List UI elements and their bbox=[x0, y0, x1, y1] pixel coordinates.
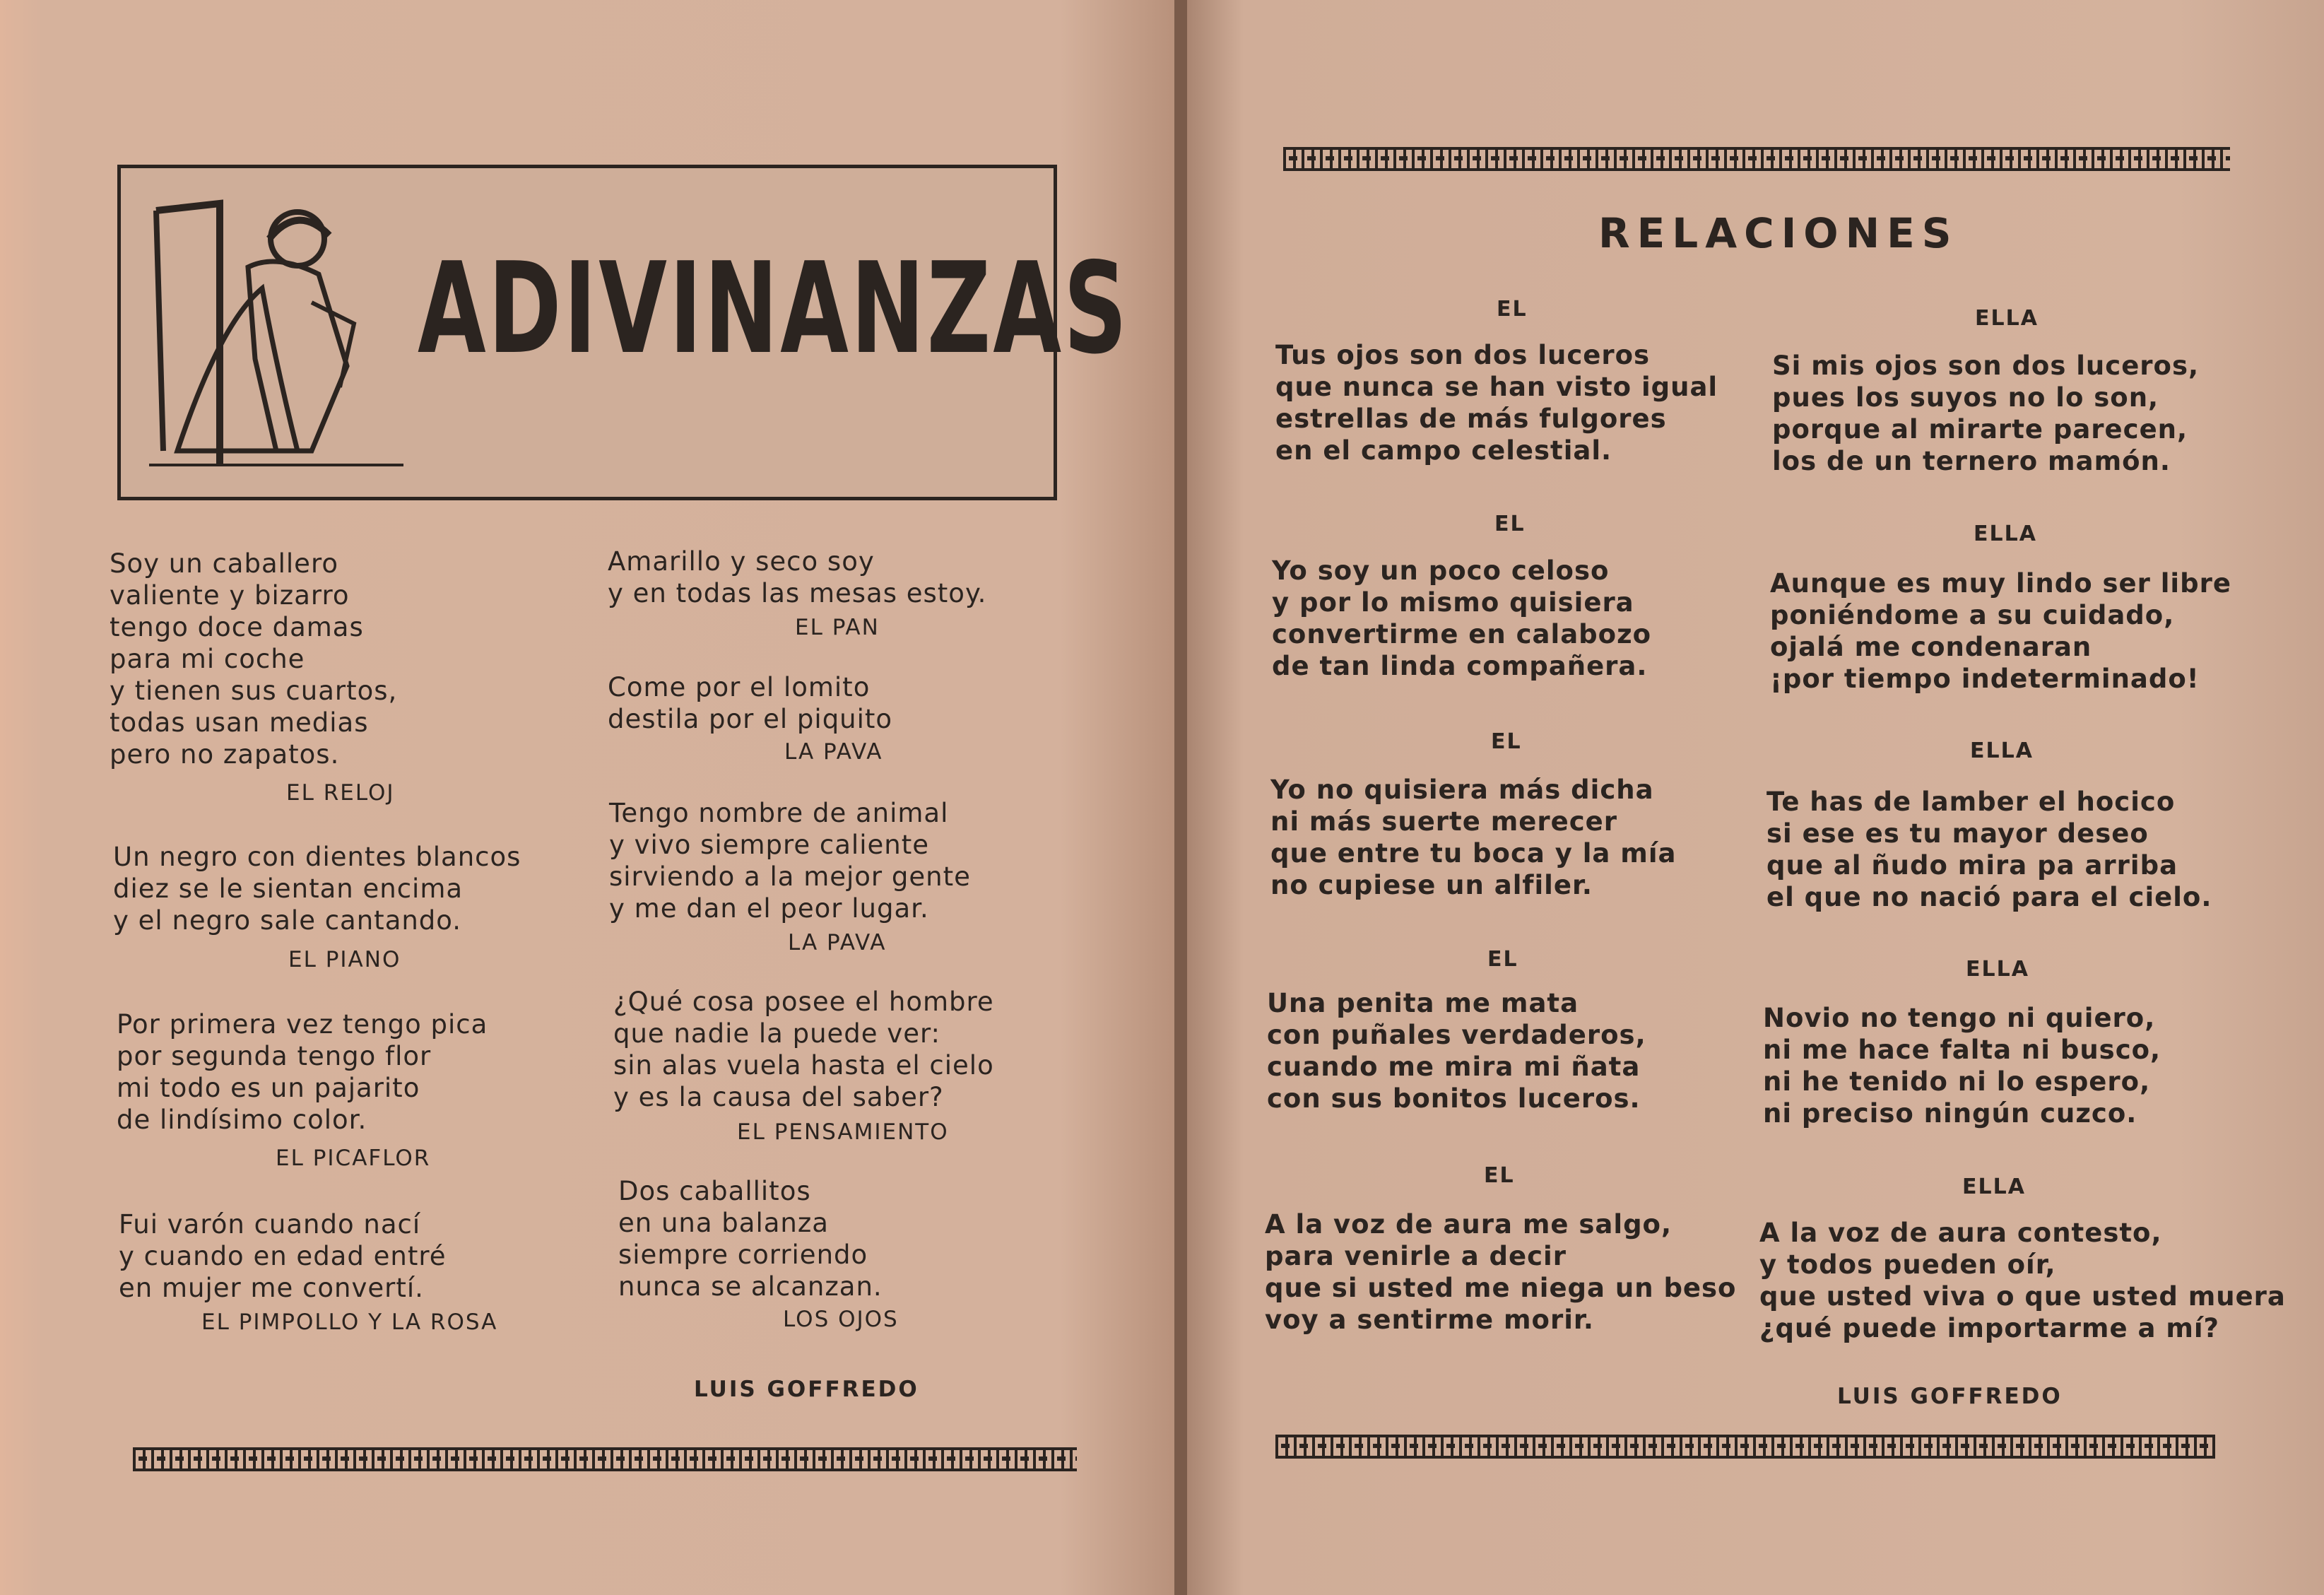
greek-key-border bbox=[1275, 1435, 2215, 1459]
riddle-stanza: Soy un caballero valiente y bizarro tengo doce damas para mi coche y tienen sus cuartos, todas usan medias pero no zapatos. bbox=[110, 548, 398, 770]
greek-key-border bbox=[1283, 147, 2230, 171]
speaker-label: EL bbox=[1484, 1163, 1515, 1188]
speaker-label: ELLA bbox=[1962, 1175, 2026, 1199]
verse-stanza: Te has de lamber el hocico si ese es tu mayor deseo que al ñudo mira pa arriba el que no nació para el cielo. bbox=[1766, 787, 2212, 912]
riddle-stanza: Dos caballitos en una balanza siempre corriendo nunca se alcanzan. bbox=[618, 1176, 883, 1302]
riddle-answer: EL PICAFLOR bbox=[276, 1146, 431, 1171]
riddle-stanza: Un negro con dientes blancos diez se le sientan encima y el negro sale cantando. bbox=[113, 842, 521, 936]
speaker-label: EL bbox=[1497, 297, 1528, 322]
riddle-answer: EL PIANO bbox=[288, 947, 401, 972]
verse-stanza: Si mis ojos son dos luceros, pues los suyos no lo son, porque al mirarte parecen, los de un ternero mamón. bbox=[1772, 351, 2200, 476]
verse-stanza: Aunque es muy lindo ser libre poniéndome a su cuidado, ojalá me condenaran ¡por tiempo indeterminado! bbox=[1770, 568, 2231, 694]
verse-stanza: A la voz de aura me salgo, para venirle a decir que si usted me niega un beso voy a sentirme morir. bbox=[1265, 1209, 1737, 1335]
relaciones-title: RELACIONES bbox=[1598, 209, 1959, 257]
riddle-answer: LA PAVA bbox=[788, 930, 887, 955]
verse-stanza: Tus ojos son dos luceros que nunca se han visto igual estrellas de más fulgores en el campo celestial. bbox=[1275, 340, 1718, 466]
riddle-answer: EL PIMPOLLO Y LA ROSA bbox=[201, 1309, 498, 1335]
speaker-label: EL bbox=[1491, 729, 1522, 754]
author-signature: LUIS GOFFREDO bbox=[694, 1377, 919, 1402]
riddle-answer: LOS OJOS bbox=[783, 1307, 899, 1332]
speaker-label: ELLA bbox=[1974, 522, 2037, 546]
author-signature: LUIS GOFFREDO bbox=[1837, 1384, 2063, 1409]
riddle-stanza: ¿Qué cosa posee el hombre que nadie la puede ver: sin alas vuela hasta el cielo y es la causa del saber? bbox=[613, 987, 994, 1112]
riddle-stanza: Fui varón cuando nací y cuando en edad entré en mujer me convertí. bbox=[119, 1209, 447, 1303]
header-title: ADIVINANZAS bbox=[418, 235, 1130, 382]
verse-stanza: Una penita me mata con puñales verdaderos, cuando me mira mi ñata con sus bonitos luceros. bbox=[1267, 988, 1646, 1114]
speaker-label: EL bbox=[1487, 947, 1518, 972]
verse-stanza: Yo no quisiera más dicha ni más suerte merecer que entre tu boca y la mía no cupiese un alfiler. bbox=[1270, 775, 1677, 900]
adivinanzas-header bbox=[117, 165, 1130, 500]
riddle-answer: EL RELOJ bbox=[286, 780, 395, 806]
verse-stanza: A la voz de aura contesto, y todos pueden oír, que usted viva o que usted muera ¿qué puede importarme a mí? bbox=[1759, 1218, 2286, 1343]
riddle-stanza: Tengo nombre de animal y vivo siempre caliente sirviendo a la mejor gente y me dan el peor lugar. bbox=[609, 798, 971, 924]
speaker-label: EL bbox=[1494, 512, 1526, 536]
verse-stanza: Novio no tengo ni quiero, ni me hace falta ni busco, ni he tenido ni lo espero, ni preciso ningún cuzco. bbox=[1763, 1003, 2161, 1129]
riddle-answer: EL PENSAMIENTO bbox=[737, 1119, 949, 1145]
verse-stanza: Yo soy un poco celoso y por lo mismo quisiera convertirme en calabozo de tan linda compañera. bbox=[1272, 555, 1652, 681]
riddle-stanza: Come por el lomito destila por el piquito bbox=[608, 672, 893, 734]
greek-key-border bbox=[133, 1447, 1077, 1471]
book-gutter bbox=[1174, 0, 1187, 1595]
speaker-label: ELLA bbox=[1966, 957, 2029, 982]
speaker-label: ELLA bbox=[1970, 738, 2034, 763]
riddle-stanza: Por primera vez tengo pica por segunda tengo flor mi todo es un pajarito de lindísimo color. bbox=[117, 1009, 488, 1135]
riddle-answer: EL PAN bbox=[795, 615, 880, 640]
riddle-answer: LA PAVA bbox=[784, 739, 883, 765]
gaucho-couple-illustration bbox=[135, 182, 418, 479]
riddle-stanza: Amarillo y seco soy y en todas las mesas estoy. bbox=[608, 546, 987, 608]
speaker-label: ELLA bbox=[1975, 306, 2039, 331]
